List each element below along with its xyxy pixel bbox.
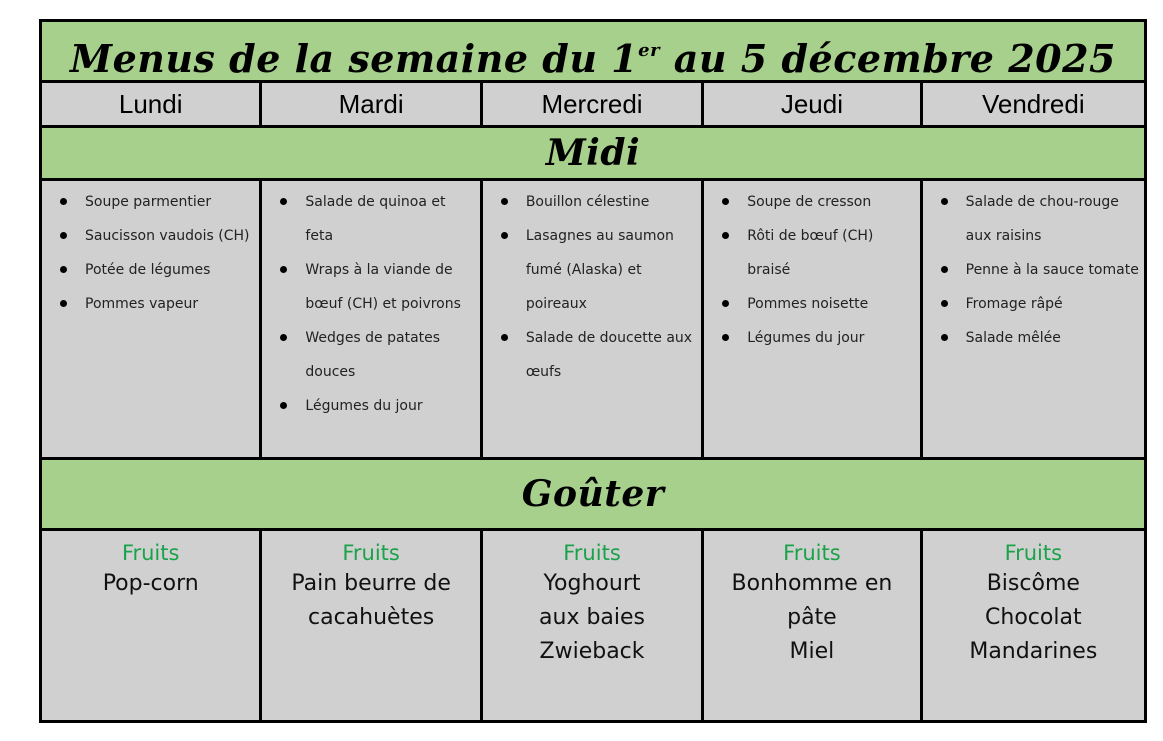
fruits-label: Fruits bbox=[563, 541, 621, 565]
dish-item: Wedges de patates douces bbox=[262, 321, 479, 389]
dish-list bbox=[483, 181, 701, 389]
snack-item: Miel bbox=[789, 639, 835, 664]
dish-item: Rôti de bœuf (CH) braisé bbox=[704, 219, 919, 287]
fruits-label: Fruits bbox=[342, 541, 400, 565]
snack-item: Bonhomme en bbox=[731, 571, 893, 596]
snack-item: Biscôme bbox=[986, 571, 1080, 596]
dish-item: Légumes du jour bbox=[704, 321, 919, 355]
gouter-cell-lundi bbox=[42, 531, 259, 720]
day-header-jeudi: Jeudi bbox=[704, 83, 919, 125]
dish-item: Soupe parmentier bbox=[42, 185, 259, 219]
dish-item: Salade de quinoa et feta bbox=[262, 185, 479, 253]
day-header-vendredi: Vendredi bbox=[923, 83, 1144, 125]
snack-item: Chocolat bbox=[985, 605, 1082, 630]
midi-cell-lundi bbox=[42, 181, 259, 457]
dish-item: Penne à la sauce tomate bbox=[923, 253, 1144, 287]
dish-item: Légumes du jour bbox=[262, 389, 479, 423]
dish-item: Salade mêlée bbox=[923, 321, 1144, 355]
page-title bbox=[42, 22, 1144, 88]
midi-cell-vendredi bbox=[923, 181, 1144, 457]
title-superscript: er bbox=[638, 40, 661, 61]
gouter-cell-vendredi bbox=[923, 531, 1144, 720]
dish-item: Wraps à la viande de bœuf (CH) et poivrons bbox=[262, 253, 479, 321]
midi-label: Midi bbox=[545, 132, 641, 174]
dish-item: Pommes vapeur bbox=[42, 287, 259, 321]
title-text-end: au 5 décembre 2025 bbox=[660, 36, 1116, 81]
snack-item: aux baies bbox=[539, 605, 646, 630]
day-header-mardi: Mardi bbox=[262, 83, 479, 125]
dish-item: Pommes noisette bbox=[704, 287, 919, 321]
dish-item: Fromage râpé bbox=[923, 287, 1144, 321]
dish-item: Saucisson vaudois (CH) bbox=[42, 219, 259, 253]
days-header-row bbox=[42, 83, 1144, 125]
gouter-cell-mardi bbox=[262, 531, 479, 720]
menu-table bbox=[39, 19, 1147, 723]
snack-item: Yoghourt bbox=[543, 571, 641, 596]
midi-cell-mardi bbox=[262, 181, 479, 457]
midi-cell-jeudi bbox=[704, 181, 919, 457]
dish-item: Lasagnes au saumon fumé (Alaska) et poireaux bbox=[483, 219, 701, 321]
midi-menu-row bbox=[42, 181, 1144, 457]
dish-list bbox=[704, 181, 919, 355]
gouter-label: Goûter bbox=[521, 473, 665, 515]
midi-cell-mercredi bbox=[483, 181, 701, 457]
dish-item: Salade de doucette aux œufs bbox=[483, 321, 701, 389]
snack-item: Pain beurre de bbox=[291, 571, 451, 596]
gouter-cell-mercredi bbox=[483, 531, 701, 720]
dish-item: Potée de légumes bbox=[42, 253, 259, 287]
fruits-label: Fruits bbox=[121, 541, 180, 565]
snack-item: cacahuètes bbox=[308, 605, 435, 630]
dish-list bbox=[262, 181, 479, 423]
midi-band bbox=[42, 128, 1144, 178]
dish-item: Soupe de cresson bbox=[704, 185, 919, 219]
dish-item: Bouillon célestine bbox=[483, 185, 701, 219]
gouter-band bbox=[42, 460, 1144, 528]
dish-list bbox=[923, 181, 1144, 355]
gouter-cell-jeudi bbox=[704, 531, 919, 720]
title-band bbox=[42, 22, 1144, 80]
snack-item: Pop-corn bbox=[102, 571, 199, 596]
gouter-menu-row bbox=[42, 531, 1144, 720]
snack-item: Mandarines bbox=[969, 639, 1098, 664]
dish-item: Salade de chou-rouge aux raisins bbox=[923, 185, 1144, 253]
snack-item: Zwieback bbox=[539, 639, 645, 664]
day-header-mercredi: Mercredi bbox=[483, 83, 701, 125]
title-text: Menus de la semaine du 1 bbox=[70, 36, 639, 81]
fruits-label: Fruits bbox=[1004, 541, 1063, 565]
day-header-lundi: Lundi bbox=[42, 83, 259, 125]
snack-item: pâte bbox=[787, 605, 837, 630]
dish-list bbox=[42, 181, 259, 321]
fruits-label: Fruits bbox=[783, 541, 841, 565]
